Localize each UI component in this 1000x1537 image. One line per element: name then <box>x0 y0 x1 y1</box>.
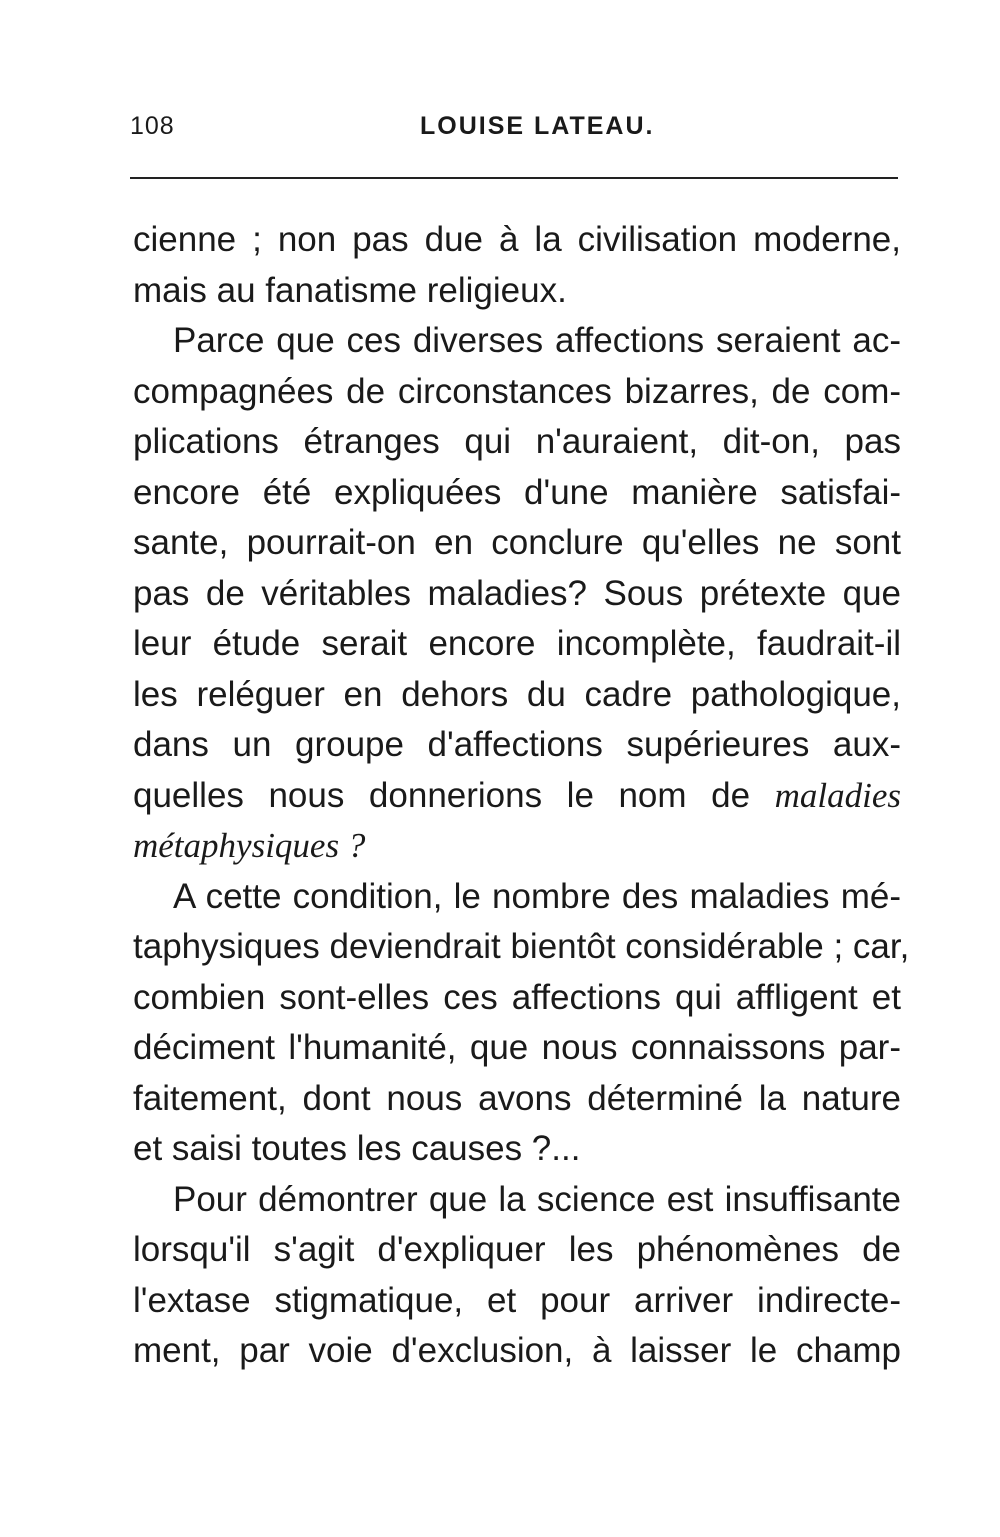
text-line: A cette condition, le nombre des maladies mé- <box>173 876 901 916</box>
text-line: taphysiques deviendrait bientôt considérable ; car, <box>133 927 910 966</box>
text-line: mais au fanatisme religieux. <box>133 270 567 310</box>
body-text <box>133 215 910 1377</box>
text-line-with-italic <box>133 771 901 822</box>
text-line: les reléguer en dehors du cadre pathologique, <box>133 674 901 714</box>
text-line-italic: métaphysiques ? <box>133 826 366 865</box>
header-rule <box>130 177 898 179</box>
text-line: l'extase stigmatique, et pour arriver indirecte- <box>133 1280 901 1320</box>
page-header <box>130 112 900 152</box>
text-line: sante, pourrait-on en conclure qu'elles ne sont <box>133 523 901 562</box>
text-line: lorsqu'il s'agit d'expliquer les phénomènes de <box>133 1230 901 1269</box>
text-line: Parce que ces diverses affections seraient ac- <box>173 321 901 360</box>
text-line: cienne ; non pas due à la civilisation moderne, <box>133 220 901 259</box>
text-line: plications étranges qui n'auraient, dit-on, pas <box>133 422 901 461</box>
text-line: combien sont-elles ces affections qui affligent et <box>133 977 901 1017</box>
text-line: déciment l'humanité, que nous connaissons par- <box>133 1028 901 1067</box>
italic-word: maladies <box>774 775 901 815</box>
text-line: leur étude serait encore incomplète, faudrait-il <box>133 624 901 663</box>
text-line: faitement, dont nous avons déterminé la nature <box>133 1078 901 1118</box>
text-line: encore été expliquées d'une manière satisfai- <box>133 472 901 512</box>
text-line: pas de véritables maladies? Sous prétexte que <box>133 573 901 613</box>
text-line: dans un groupe d'affections supérieures aux- <box>133 725 901 764</box>
text-segment: quelles nous donnerions le nom de <box>133 775 751 815</box>
page-number: 108 <box>130 112 175 140</box>
text-line: compagnées de circonstances bizarres, de com- <box>133 371 901 411</box>
text-line: et saisi toutes les causes ?... <box>133 1129 581 1168</box>
text-line: Pour démontrer que la science est insuffisante <box>173 1179 901 1219</box>
text-line: ment, par voie d'exclusion, à laisser le champ <box>133 1331 901 1370</box>
running-head: LOUISE LATEAU. <box>420 112 655 140</box>
